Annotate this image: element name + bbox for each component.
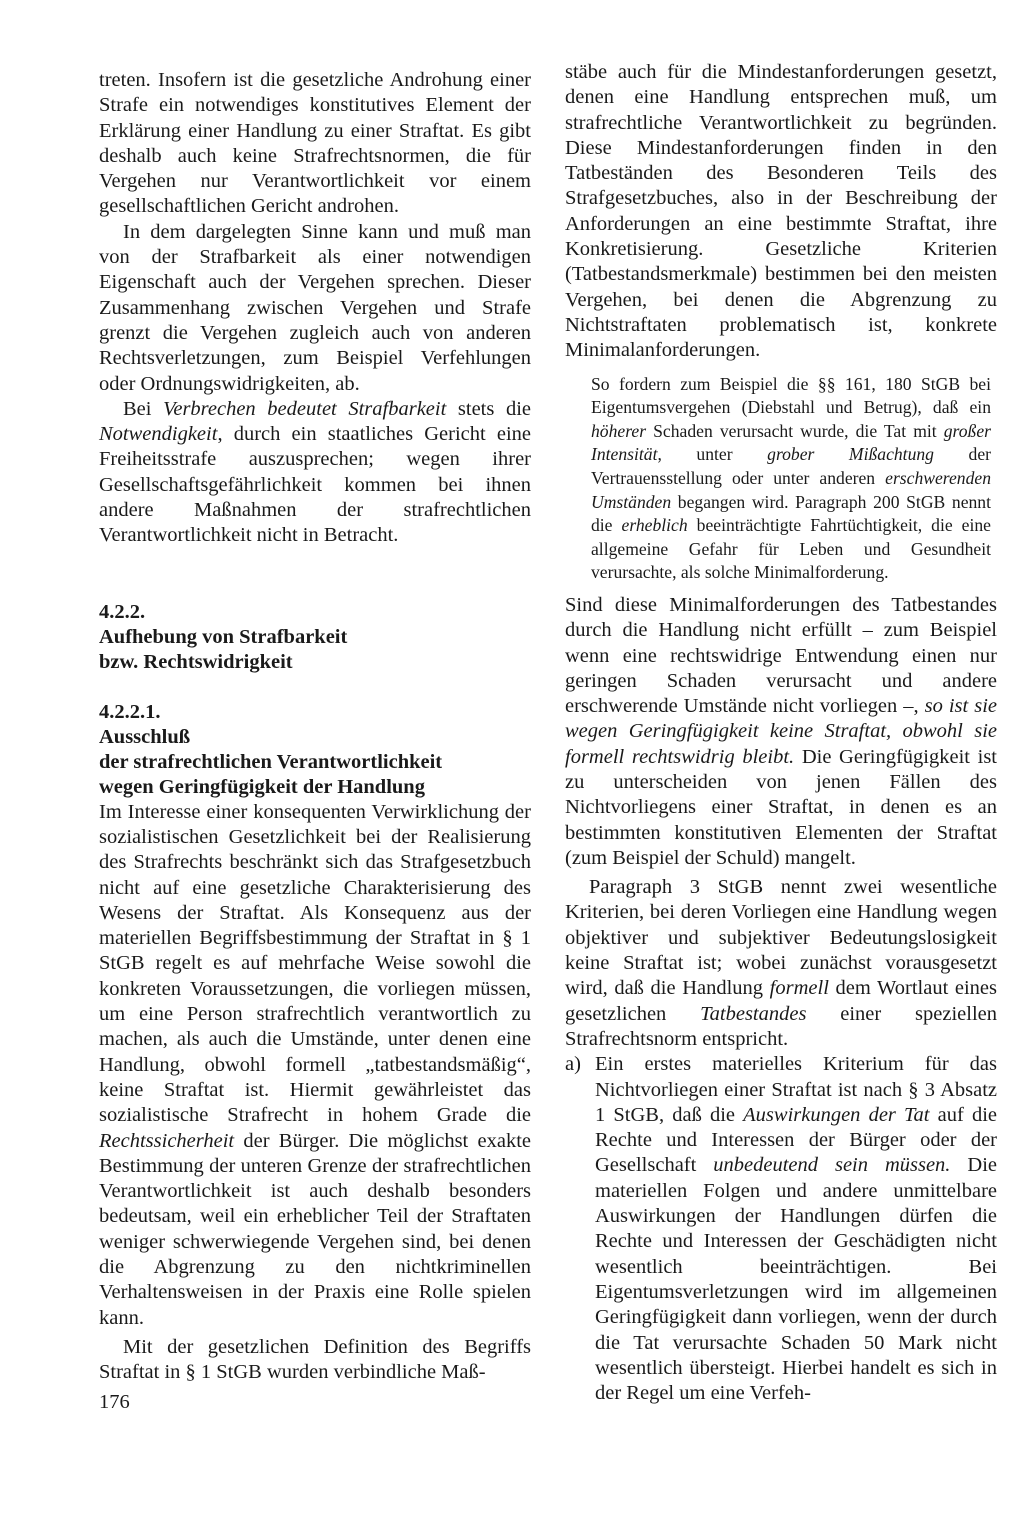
paragraph: stäbe auch für die Mindestanforderungen gesetzt, denen eine Handlung entsprechen muß, um strafrechtliche Verantwortlichkeit zu begründen. Diese Mindestanforderungen finden in den Tatbeständen des Besonderen Teils des Strafgesetzbuches, also in der Beschreibung der Anforderungen an eine bestimmte Straftat, ihre Konkretisierung. Gesetzliche Kriterien (Tatbestandsmerkmale) bestimmen bei den meisten Vergehen, bei denen die Abgrenzung zu Nichtstraftaten problematisch ist, konkrete Minimalanforderungen. [565, 61, 997, 362]
right-column [565, 60, 997, 1406]
section-title-line: Aufhebung von Strafbarkeit [99, 625, 348, 648]
subsection-heading [99, 700, 531, 800]
paragraph: Mit der gesetzlichen Definition des Begriffs Straftat in § 1 StGB wurden verbindliche Maß- [99, 1335, 531, 1384]
paragraph: Sind diese Minimalforderungen des Tatbestandes durch die Handlung nicht erfüllt – zum Beispiel wenn eine rechtswidrige Entwendung einen nur geringen Schaden verursacht und andere erschwerende Umstände nicht vorliegen –, so ist sie wegen Geringfügigkeit keine Straftat, obwohl sie formell rechtswidrig bleibt. Die Geringfügigkeit ist zu unterscheiden von jenen Fällen des Nichtvorliegens einer Straftat, in denen es an bestimmten konstitutiven Elementen der Straftat (zum Beispiel der Schuld) mangelt. [565, 593, 997, 869]
left-column [99, 68, 531, 1385]
subsection-title-line: wegen Geringfügigkeit der Handlung [99, 775, 425, 798]
list-item-text: Ein erstes materielles Kriterium für das Nichtvorliegen einer Straftat ist nach § 3 Absatz 1 StGB, daß die Auswirkungen der Tat auf die Rechte und Interessen der Bürger oder der Gesellschaft unbedeutend sein müssen. Die materiellen Folgen und andere unmittelbare Auswirkungen der Handlungen dürfen die Rechte und Interessen der Geschädigten nicht wesentlich beeinträchtigen. Bei Eigentumsverletzungen wird im allgemeinen Geringfügigkeit dann vorliegen, wenn der durch die Tat verursachte Schaden 50 Mark nicht wesentlich übersteigt. Hierbei handelt es sich in der Regel um eine Verfeh- [595, 1053, 997, 1405]
section-number: 4.2.2. [99, 600, 146, 623]
paragraph: Paragraph 3 StGB nennt zwei wesentliche Kriterien, bei deren Vorliegen eine Handlung wegen objektiver und subjektiver Bedeutungslosigkeit keine Straftat ist; wobei zunächst vorausgesetzt wird, daß die Handlung formell dem Wortlaut eines gesetzlichen Tatbestandes einer speziellen Strafrechtsnorm entspricht. [565, 876, 998, 1050]
example-note: So fordern zum Beispiel die §§ 161, 180 StGB bei Eigentumsvergehen (Diebstahl und Betrug), daß ein höherer Schaden verursacht wurde, die Tat mit großer Intensität, unter grober Mißachtung der Vertrauensstellung oder unter anderen erschwerenden Umständen begangen wird. Paragraph 200 StGB nennt die erheblich beeinträchtigte Fahrtüchtigkeit, die eine allgemeine Gefahr für Leben und Gesundheit verursachte, als solche Minimalforderung. [591, 373, 991, 583]
section-title-line: bzw. Rechtswidrigkeit [99, 650, 293, 673]
subsection-title-line: der strafrechtlichen Verantwortlichkeit [99, 750, 443, 773]
paragraph: treten. Insofern ist die gesetzliche Androhung einer Strafe ein notwendiges konstitutives Element der Erklärung einer Handlung zu einer Straftat. Es gibt deshalb auch keine Strafrechtsnormen, die für Vergehen nur Verantwortlichkeit vor einem gesellschaftlichen Gericht androhen. [99, 69, 531, 218]
paragraph: Im Interesse einer konsequenten Verwirklichung der sozialistischen Gesetzlichkeit bei der Realisierung des Strafrechts beschränkt sich das Strafgesetzbuch nicht auf eine gesetzliche Charakterisierung des Wesens der Straftat. Als Konsequenz aus der materiellen Begriffsbestimmung der Straftat in § 1 StGB regelt es auf mehrfache Weise sowohl die konkreten Voraussetzungen, die vorliegen müssen, um eine Person strafrechtlich verantwortlich zu machen, als auch die Umstände, unter denen eine Handlung, obwohl formell „tatbestandsmäßig“, keine Straftat ist. Hiermit gewährleistet das sozialistische Strafrecht in hohem Grade die Rechtssicherheit der Bürger. Die möglichst exakte Bestimmung der unteren Grenze der strafrechtlichen Verantwortlichkeit ist auch deshalb besonders bedeutsam, weil ein erheblicher Teil der Straftaten weniger schwerwiegende Vergehen sind, bei denen die Abgrenzung zu den nichtkriminellen Verhaltensweisen in der Praxis eine Rolle spielen kann. [99, 800, 531, 1329]
list-item [565, 1052, 997, 1406]
subsection-number: 4.2.2.1. [99, 700, 161, 723]
section-heading [99, 600, 531, 675]
paragraph: Bei Verbrechen bedeutet Strafbarkeit stets die Notwendigkeit, durch ein staatliches Gericht eine Freiheitsstrafe auszusprechen; wegen ihrer Gesellschaftsgefährlichkeit kommen bei ihnen andere Maßnahmen der strafrechtlichen Verantwortlichkeit nicht in Betracht. [99, 397, 532, 547]
page-number: 176 [99, 1391, 130, 1413]
subsection-title-line: Ausschluß [99, 725, 191, 748]
list-marker: a) [565, 1053, 581, 1076]
paragraph: In dem dargelegten Sinne kann und muß man von der Strafbarkeit als einer notwendigen Eigenschaft auch der Vergehen sprechen. Dieser Zusammenhang zwischen Vergehen und Strafe grenzt die Vergehen zugleich auch von anderen Rechtsverletzungen, zum Beispiel Verfehlungen oder Ordnungswidrigkeiten, ab. [99, 220, 531, 395]
